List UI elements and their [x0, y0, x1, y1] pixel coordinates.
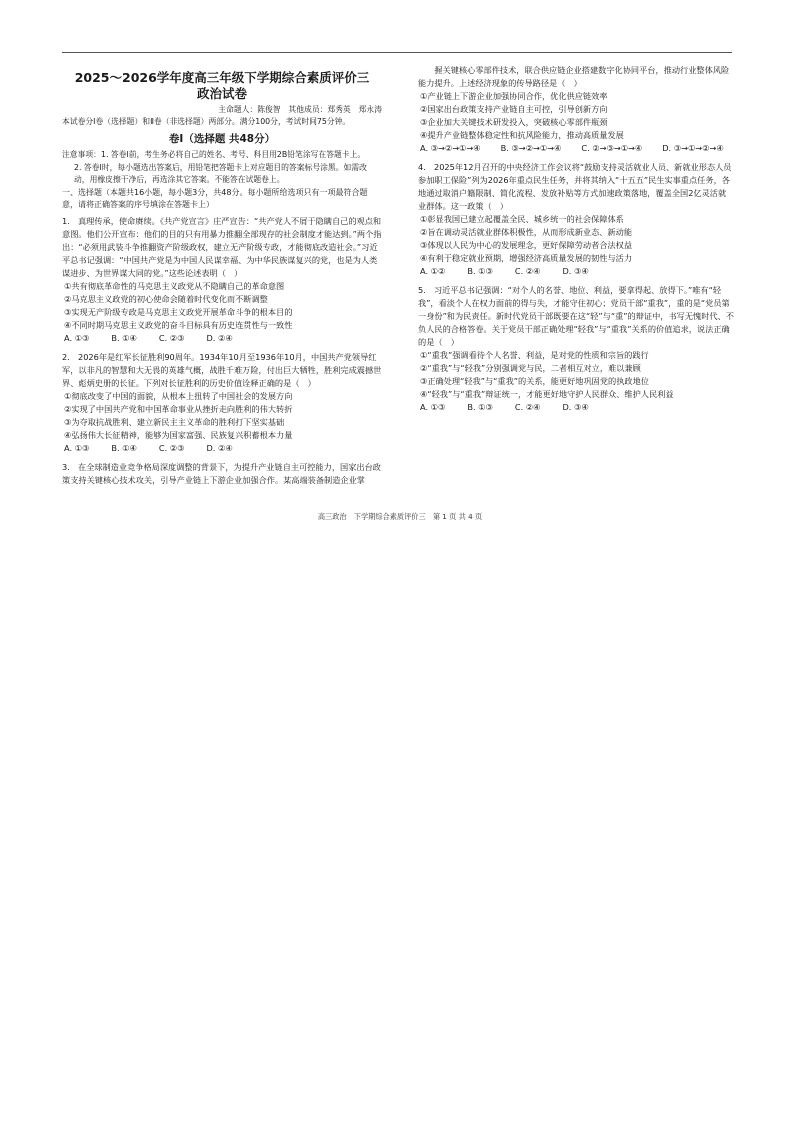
- answer-choices: [418, 142, 734, 155]
- answer-choice: D. ③→①→②→④: [662, 143, 724, 153]
- question-stem: 2. 2026年是红军长征胜利90周年。1934年10月至1936年10月，中国共产党领导红军，以非凡的智慧和大无畏的英雄气概，战胜千难万险，付出巨大牺牲，胜利完成震撼世界、彪炳史册的长征。下列对长征胜利的历史价值诠释正确的是（ ）: [62, 351, 382, 388]
- option-item: ③企业加大关键技术研发投入，突破核心零部件瓶颈: [420, 117, 608, 127]
- answer-choice: C. ②④: [514, 402, 541, 412]
- answer-choice: B. ①④: [111, 442, 137, 453]
- option-item: ②实现了中国共产党和中国革命事业从挫折走向胜利的伟大转折: [64, 403, 293, 414]
- answer-choices: [418, 401, 734, 414]
- answer-choice: A. ①③: [64, 442, 90, 453]
- question-4: [418, 161, 734, 278]
- option-item: ④有利于稳定就业预期，增强经济高质量发展的韧性与活力: [420, 253, 633, 263]
- notice-line: 2. 答卷Ⅰ时，每小题选出答案后，用铅笔把答题卡上对应题目的答案标号涂黑。如需改动，用橡皮擦干净后，再选涂其它答案。不能答在试题卷上。: [74, 162, 367, 184]
- option-item: ④“轻我”与“重我”辩证统一，才能更好地守护人民群众、维护人民利益: [420, 389, 674, 399]
- exam-title: 2025～2026学年度高三年级下学期综合素质评价三: [74, 70, 370, 85]
- answer-choice: A. ③→②→①→④: [420, 143, 481, 153]
- answer-choice: D. ②④: [206, 332, 233, 343]
- page-footer: 高三政治 下学期综合素质评价三 第 1 页 共 4 页: [317, 512, 483, 521]
- option-item: ④不同时期马克思主义政党的奋斗目标具有历史连贯性与一致性: [64, 319, 293, 330]
- option-item: ②国家出台政策支持产业链自主可控，引导创新方向: [420, 104, 608, 114]
- question-stem: 握关键核心零部件技术，联合供应链企业搭建数字化协同平台，推动行业整体风险能力提升。上述经济现象的传导路径是（ ）: [418, 65, 730, 88]
- answer-choice: C. ②→③→①→④: [581, 143, 643, 153]
- option-item: ①“重我”强调看待个人名誉、利益，是对党的性质和宗旨的践行: [420, 350, 649, 360]
- question-3: [62, 461, 382, 487]
- section-title: 卷Ⅰ（选择题 共48分）: [168, 133, 276, 145]
- option-item: ③为夺取抗战胜利、建立新民主主义革命的胜利打下坚实基础: [64, 416, 285, 427]
- answer-choices: [62, 442, 382, 455]
- question-stem: 5. 习近平总书记强调：“对个人的名誉、地位、利益，要拿得起、放得下。”唯有“轻我”，看淡个人在权力面前的得与失，才能守住初心；党员干部“重我”，重的是“党员第一身份”和为民责任。新时代党员干部既要在这“轻”与“重”的辩证中，书写无愧时代、不负人民的合格答卷。关于党员干部正确处理“轻我”与“重我”关系的价值追求，说法正确的是（ ）: [418, 285, 734, 347]
- answer-choice: C. ②③: [158, 332, 185, 343]
- option-item: ④弘扬伟大长征精神，能够为国家富强、民族复兴积蓄根本力量: [64, 429, 293, 440]
- author-line: 主命题人：陈俊智 其他成员：郑秀英 郑永涛: [218, 105, 382, 114]
- question-stem: 3. 在全球制造业竞争格局深度调整的背景下，为提升产业链自主可控能力，国家出台政策支持关键核心技术攻关，引导产业链上下游企业加强合作。某高端装备制造企业掌: [62, 461, 381, 485]
- exam-subject: 政治试卷: [196, 86, 247, 101]
- option-item: ②“重我”与“轻我”分别强调党与民，二者相互对立，难以兼顾: [420, 363, 641, 373]
- option-item: ②马克思主义政党的初心使命会随着时代变化而不断调整: [64, 293, 268, 304]
- answer-choice: C. ②③: [158, 442, 185, 453]
- question-stem: 4. 2025年12月召开的中央经济工作会议将“鼓励支持灵活就业人员、新就业形态人员参加职工保险”列为2026年重点民生任务，并将其纳入“十五五”民生实事重点任务，各地通过取消户籍限制、简化流程、发放补贴等方式加速政策落地，覆盖全国2亿灵活就业群体。这一政策（ ）: [418, 162, 732, 211]
- answer-choice: B. ①④: [111, 332, 137, 343]
- option-item: ④提升产业链整体稳定性和抗风险能力，推动高质量发展: [420, 130, 624, 140]
- answer-choice: A. ①②: [420, 266, 446, 276]
- answer-choice: A. ①③: [420, 402, 446, 412]
- right-column: [418, 64, 734, 420]
- answer-choice: B. ①③: [467, 402, 493, 412]
- answer-choice: D. ②④: [206, 442, 233, 453]
- answer-choices: [62, 332, 382, 345]
- option-item: ③正确处理“轻我”与“重我”的关系，能更好地巩固党的执政地位: [420, 376, 649, 386]
- option-item: ①共有彻底革命性的马克思主义政党从不隐瞒自己的革命意图: [64, 280, 285, 291]
- notice-block: [62, 149, 382, 187]
- answer-choice: D. ③④: [562, 266, 589, 276]
- answer-choices: [418, 265, 734, 278]
- option-item: ①彻底改变了中国的面貌，从根本上扭转了中国社会的发展方向: [64, 390, 293, 401]
- exam-intro: 本试卷分Ⅰ卷（选择题）和Ⅱ卷（非选择题）两部分。满分100分，考试时间75分钟。: [62, 117, 351, 126]
- question-5: [418, 284, 734, 414]
- answer-choice: D. ③④: [562, 402, 589, 412]
- top-rule: [62, 52, 732, 53]
- left-column: [62, 64, 382, 493]
- question-1: [62, 215, 382, 345]
- option-item: ③实现无产阶级专政是马克思主义政党开展革命斗争的根本目的: [64, 306, 293, 317]
- option-item: ①产业链上下游企业加强协同合作，优化供应链效率: [420, 91, 608, 101]
- question-stem: 1. 真理传承，使命赓续。《共产党宣言》庄严宣告：“共产党人不屑于隐瞒自己的观点和意图。他们公开宣布：他们的目的只有用暴力推翻全部现存的社会制度才能达到。”两个指出：“必须用武装斗争推翻资产阶级政权，建立无产阶级专政，才能彻底改造社会。”习近平总书记强调：“中国共产党是为中国人民谋幸福、为中华民族谋复兴的党，也是为人类谋进步、为世界谋大同的党。”这些论述表明（ ）: [62, 215, 382, 278]
- answer-choice: B. ③→②→①→④: [500, 143, 562, 153]
- question-2: [62, 351, 382, 455]
- option-item: ②旨在调动灵活就业群体积极性，从而形成新业态、新动能: [420, 227, 633, 237]
- answer-choice: A. ①③: [64, 332, 90, 343]
- answer-choice: B. ①③: [467, 266, 493, 276]
- answer-choice: C. ②④: [514, 266, 541, 276]
- notice-line: 注意事项：1. 答卷Ⅰ前，考生务必将自己的姓名、考号、科目用2B铅笔涂写在答题卡上。: [62, 150, 366, 159]
- part-heading: 一、选择题（本题共16小题，每小题3分，共48分。每小题所给选项只有一项最符合题意，请将正确答案的序号填涂在答题卡上）: [62, 187, 368, 209]
- option-item: ③体现以人民为中心的发展理念，更好保障劳动者合法权益: [420, 240, 633, 250]
- question-3-continued: [418, 64, 734, 155]
- option-item: ①彰显我国已建立起覆盖全民、城乡统一的社会保障体系: [420, 214, 624, 224]
